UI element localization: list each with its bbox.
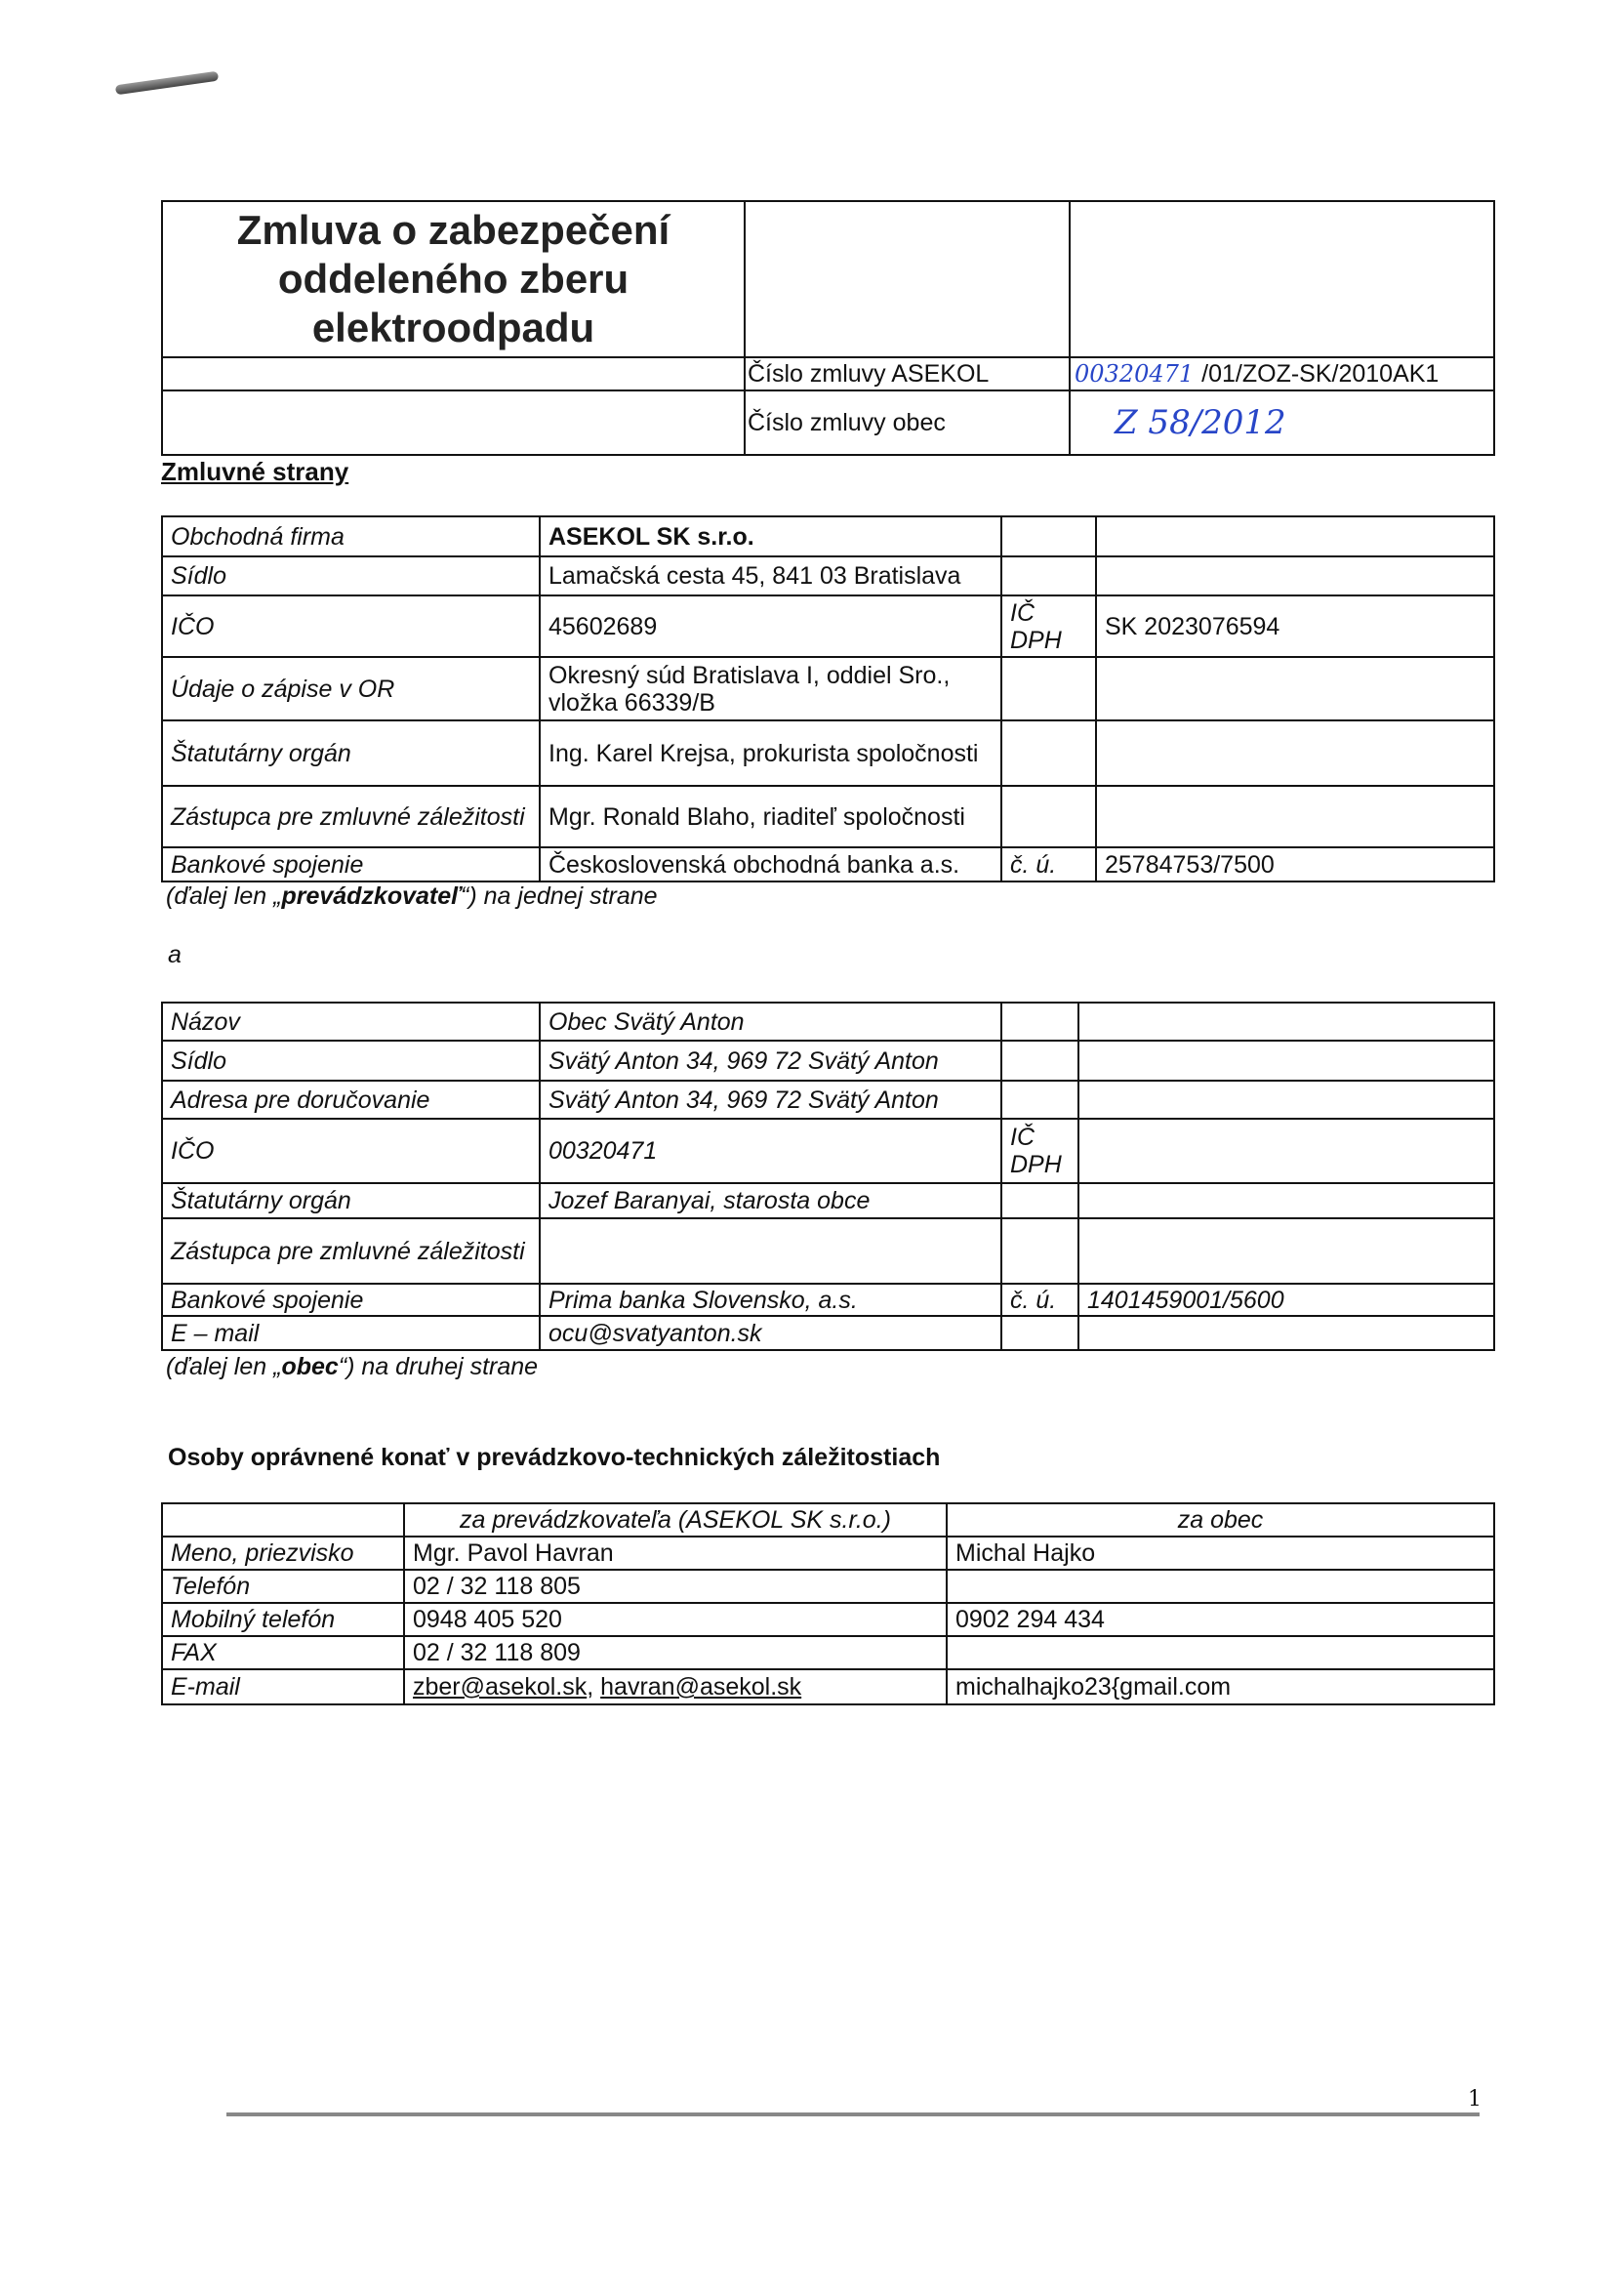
header-box (161, 200, 1495, 456)
caption-bold: prevádzkovateľ (281, 882, 462, 910)
document-title-line-1: Zmluva o zabezpečení (236, 207, 670, 253)
row-value: Lamačská cesta 45, 841 03 Bratislava (541, 557, 1002, 596)
caption-text: “) na druhej strane (338, 1353, 539, 1380)
row-label: Bankové spojenie (163, 848, 541, 881)
row-extra-label (1002, 1082, 1079, 1120)
row-extra-value (1097, 787, 1493, 848)
row-extra-value (1097, 557, 1493, 596)
row-extra-label (1002, 1317, 1079, 1349)
contract-number-asekol-value (1071, 358, 1493, 391)
row-label: Názov (163, 1004, 541, 1042)
row-value (541, 1219, 1002, 1285)
header-empty-cell (163, 391, 746, 454)
row-extra-value (1097, 658, 1493, 721)
contact-operator-value: Mgr. Pavol Havran (405, 1538, 948, 1571)
document-title-line-3: elektroodpadu (311, 305, 595, 350)
row-label: IČO (163, 1120, 541, 1184)
row-value: 00320471 (541, 1120, 1002, 1184)
contact-operator-value: 0948 405 520 (405, 1604, 948, 1637)
contract-number-asekol-label: Číslo zmluvy ASEKOL (746, 358, 1071, 391)
row-value: Svätý Anton 34, 969 72 Svätý Anton (541, 1082, 1002, 1120)
title-cell (163, 202, 746, 358)
row-extra-value: 1401459001/5600 (1079, 1285, 1493, 1317)
row-label: Bankové spojenie (163, 1285, 541, 1317)
header-empty-cell (163, 358, 746, 391)
section-heading-contacts: Osoby oprávnené konať v prevádzkovo-technických záležitostiach (168, 1444, 941, 1471)
contact-operator-value: 02 / 32 118 805 (405, 1571, 948, 1604)
row-extra-value (1079, 1120, 1493, 1184)
section-heading-parties: Zmluvné strany (161, 457, 349, 486)
email-link[interactable]: havran@asekol.sk (600, 1673, 802, 1701)
row-label: Údaje o zápise v OR (163, 658, 541, 721)
operator-table (161, 515, 1495, 882)
row-extra-value (1079, 1317, 1493, 1349)
row-value: ocu@svatyanton.sk (541, 1317, 1002, 1349)
row-label: Štatutárny orgán (163, 1184, 541, 1219)
page-number: 1 (1468, 2087, 1482, 2112)
header-cell-obec: za obec (948, 1504, 1493, 1538)
municipality-table (161, 1002, 1495, 1351)
contact-row-label: Meno, priezvisko (163, 1538, 405, 1571)
row-extra-value (1079, 1082, 1493, 1120)
row-extra-label: IČ DPH (1002, 1120, 1079, 1184)
header-cell-operator: za prevádzkovateľa (ASEKOL SK s.r.o.) (405, 1504, 948, 1538)
row-value: Československá obchodná banka a.s. (541, 848, 1002, 881)
caption-text: (ďalej len „ (166, 882, 282, 910)
contact-obec-value: Michal Hajko (948, 1538, 1493, 1571)
row-extra-label (1002, 557, 1097, 596)
contract-number-obec-value (1071, 391, 1493, 454)
row-value: 45602689 (541, 596, 1002, 658)
contacts-table (161, 1502, 1495, 1705)
row-extra-value: SK 2023076594 (1097, 596, 1493, 658)
contact-obec-value: 0902 294 434 (948, 1604, 1493, 1637)
row-label: Adresa pre doručovanie (163, 1082, 541, 1120)
row-value: Prima banka Slovensko, a.s. (541, 1285, 1002, 1317)
row-extra-label: č. ú. (1002, 848, 1097, 881)
row-extra-label (1002, 1184, 1079, 1219)
contact-row-label: Telefón (163, 1571, 405, 1604)
caption-bold: obec (281, 1353, 339, 1380)
staple-mark (115, 71, 219, 96)
caption-text: (ďalej len „ (166, 1353, 282, 1380)
handwritten-obec-number: Z 58/2012 (1115, 403, 1286, 442)
row-value: Ing. Karel Krejsa, prokurista spoločnosti (541, 721, 1002, 787)
operator-caption (166, 882, 658, 911)
document-title-line-2: oddeleného zberu (277, 256, 629, 302)
contact-row-label: FAX (163, 1637, 405, 1670)
row-value: Obec Svätý Anton (541, 1004, 1002, 1042)
contact-obec-value: michalhajko23{gmail.com (955, 1673, 1232, 1701)
municipality-caption (166, 1353, 538, 1381)
contact-operator-emails (405, 1670, 948, 1703)
row-extra-label: IČ DPH (1002, 596, 1097, 658)
row-label: Zástupca pre zmluvné záležitosti (163, 787, 541, 848)
contact-row-label: E-mail (163, 1670, 405, 1703)
row-extra-label: č. ú. (1002, 1285, 1079, 1317)
conjunction: a (168, 941, 182, 968)
row-extra-value (1079, 1184, 1493, 1219)
header-cell (163, 1504, 405, 1538)
header-empty-cell (746, 202, 1071, 358)
row-label: Obchodná firma (163, 517, 541, 557)
row-label: Štatutárny orgán (163, 721, 541, 787)
row-extra-value (1079, 1219, 1493, 1285)
row-value: Jozef Baranyai, starosta obce (541, 1184, 1002, 1219)
row-extra-label (1002, 1004, 1079, 1042)
row-extra-label (1002, 721, 1097, 787)
caption-text: “) na jednej strane (461, 882, 658, 910)
row-label: Zástupca pre zmluvné záležitosti (163, 1219, 541, 1285)
contact-obec-value (948, 1637, 1493, 1670)
row-extra-label (1002, 658, 1097, 721)
contract-number-suffix: /01/ZOZ-SK/2010AK1 (1201, 360, 1440, 388)
page-footer-line (226, 2112, 1480, 2116)
contact-obec-value (948, 1571, 1493, 1604)
row-value: Mgr. Ronald Blaho, riaditeľ spoločnosti (541, 787, 1002, 848)
row-extra-value (1097, 517, 1493, 557)
row-label: Sídlo (163, 1042, 541, 1082)
contact-operator-value: 02 / 32 118 809 (405, 1637, 948, 1670)
row-extra-value (1097, 721, 1493, 787)
row-extra-label (1002, 517, 1097, 557)
row-extra-value (1079, 1042, 1493, 1082)
email-separator: , (587, 1673, 601, 1701)
row-extra-value: 25784753/7500 (1105, 850, 1275, 879)
row-value: ASEKOL SK s.r.o. (541, 517, 1002, 557)
row-extra-label (1002, 1219, 1079, 1285)
row-extra-value (1079, 1004, 1493, 1042)
handwritten-number: 00320471 (1075, 360, 1195, 388)
row-value: Okresný súd Bratislava I, oddiel Sro., vložka 66339/B (541, 658, 1002, 721)
contract-number-obec-label: Číslo zmluvy obec (746, 391, 1071, 454)
row-value: Svätý Anton 34, 969 72 Svätý Anton (541, 1042, 1002, 1082)
contact-row-label: Mobilný telefón (163, 1604, 405, 1637)
row-extra-label (1002, 787, 1097, 848)
row-label: IČO (163, 596, 541, 658)
row-label: E – mail (163, 1317, 541, 1349)
email-link[interactable]: zber@asekol.sk (413, 1673, 588, 1701)
header-empty-cell (1071, 202, 1493, 358)
row-label: Sídlo (163, 557, 541, 596)
row-extra-label (1002, 1042, 1079, 1082)
